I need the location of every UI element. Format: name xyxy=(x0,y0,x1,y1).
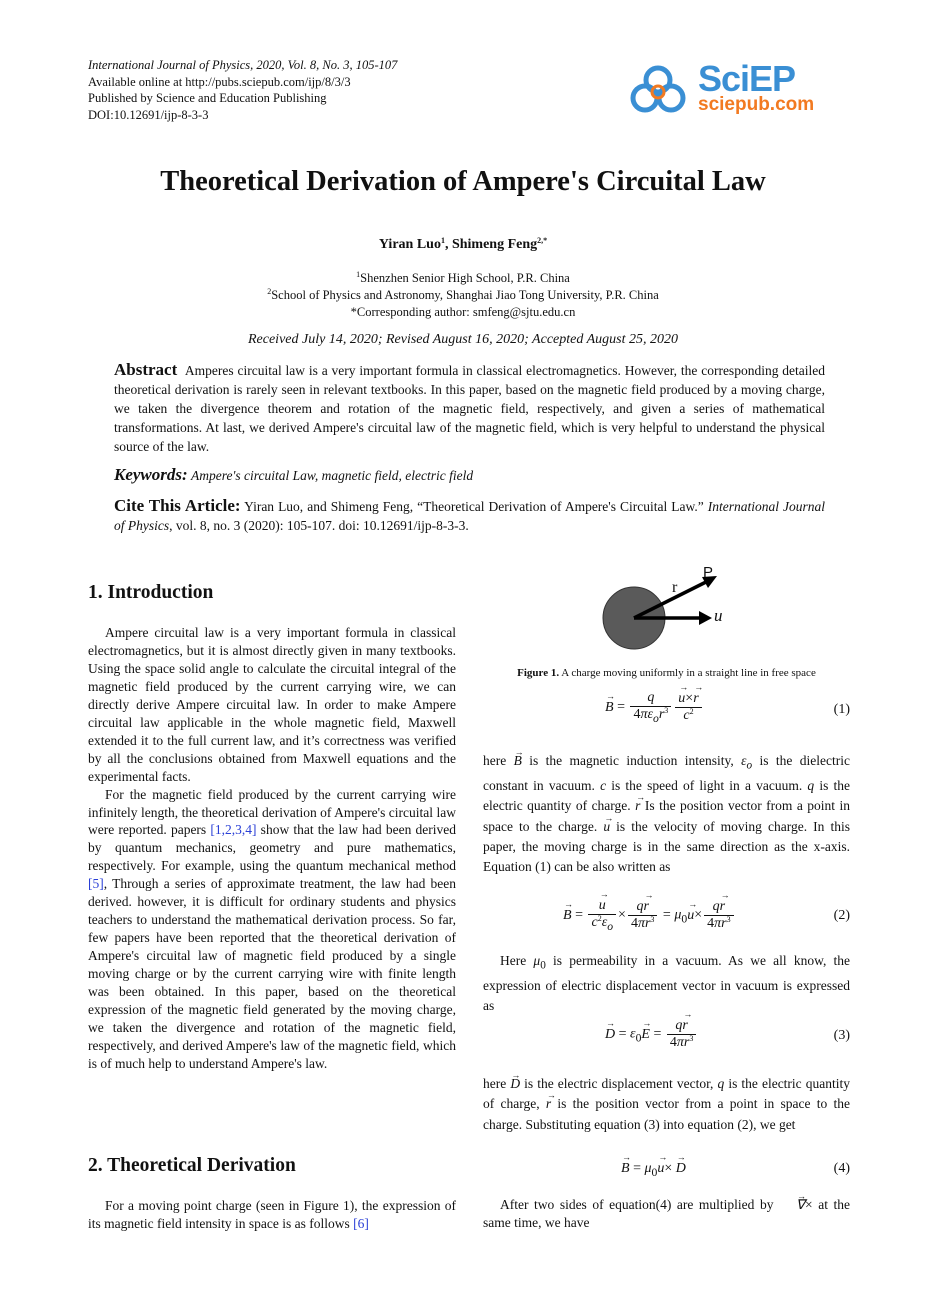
curl-paragraph: After two sides of equation(4) are multiplied by ∇ →× at the same time, we have xyxy=(483,1196,850,1232)
reference-link-1-4[interactable]: [1,2,3,4] xyxy=(210,822,257,838)
text-segment: is the dielectric constant in vacuum. xyxy=(483,753,851,793)
keywords-label: Keywords: xyxy=(114,465,188,484)
text-segment: here xyxy=(483,1076,511,1091)
text-segment: is the velocity of moving charge. In this paper, the moving charge is in the same direction as the x-axis. Equation (1) can be also written as xyxy=(483,818,850,875)
u-arrowhead xyxy=(699,611,712,625)
cite-text-end: , vol. 8, no. 3 (2020): 105-107. doi: 10.12691/ijp-8-3-3. xyxy=(169,518,469,533)
section-heading-introduction: 1. Introduction xyxy=(88,582,214,603)
text-segment: is the magnetic induction intensity, xyxy=(521,753,742,768)
intro-paragraph-1: Ampere circuital law is a very important formula in classical electromagnetics, but it is almost directly given in many textbooks. Using the space solid angle to calculate the circuital integral of the magnetic field produced by the current carrying wire, we can directly derive Ampere circuital law. In order to make Ampere circuital law applicable in the whole magnetic field, Maxwell extended it to the full current law, and it’s correctness was verified by all the conclusions obtained from Maxwell equations and the experimental facts. xyxy=(88,625,456,784)
logo-subtext: sciepub.com xyxy=(698,94,815,115)
affiliation-mark: 1 xyxy=(356,270,361,279)
derivation-paragraph-1 xyxy=(88,1197,456,1233)
cite-this-article xyxy=(114,496,825,535)
affiliation-mark: 2 xyxy=(267,287,272,296)
affiliation-2 xyxy=(0,287,926,304)
availability-line: Available online at http://pubs.sciepub.com/ijp/8/3/3 xyxy=(88,74,351,89)
text-segment: show that the law had been derived by quantum mechanics, geometry and pure mathematics, respectively. For example, using the quantum mechanical method xyxy=(88,822,456,874)
equation-1: B → = $\frac{q}{4\pi\varepsilon_or^3}$ $\frac{u \to\times r \to}{c^2}$ (1) xyxy=(483,690,850,734)
journal-citation: International Journal of Physics, 2020, Vol. 8, No. 3, 105-107 xyxy=(88,58,398,72)
author-list xyxy=(0,237,926,253)
text-segment: is the electric displacement vector, xyxy=(520,1076,718,1091)
text-segment: For the magnetic field produced by the current carrying wire infinitely length, the theoretical derivation of Ampere's circuital law were reported. papers xyxy=(88,786,456,838)
r-label: r xyxy=(672,579,678,596)
figure-caption xyxy=(483,667,850,679)
derivation-body xyxy=(88,1197,456,1233)
keywords-text: Ampere's circuital Law, magnetic field, electric field xyxy=(191,468,474,483)
author-name: Shimeng Feng xyxy=(451,237,538,252)
text-segment: Is the position vector from a point in space to the charge. xyxy=(483,798,851,834)
text-segment: is the speed of light in a vacuum. xyxy=(606,777,808,793)
author-affiliation-mark: 1 xyxy=(440,236,445,245)
u-label: u xyxy=(714,606,723,625)
abstract xyxy=(114,360,825,456)
cite-text: Yiran Luo, and Shimeng Feng, “Theoretical Derivation of Ampere's Circuital Law.” xyxy=(244,499,704,514)
text-segment: is the electric quantity of charge, xyxy=(483,1076,850,1112)
affiliation-text: School of Physics and Astronomy, Shanghai Jiao Tong University, P.R. China xyxy=(271,288,659,302)
publisher-line: Published by Science and Education Publishing xyxy=(88,91,327,105)
abstract-text: Amperes circuital law is a very important formula in classical electromagnetics. However, the corresponding detailed theoretical derivation is rarely seen in relevant textbooks. In this paper, based on the magnetic field produced by a moving charge, we taken the divergence theorem and rotation of the magnetic field, respectively, and given a series of mathematical transformations. At last, we derived Ampere's circuital law of the magnetic field, which is very helpful to understand the physical source of the law. xyxy=(114,363,825,454)
cite-journal: International Journal of Physics xyxy=(114,499,825,533)
section-heading-derivation: 2. Theoretical Derivation xyxy=(88,1155,296,1176)
abstract-label: Abstract xyxy=(114,360,178,379)
reference-link-6[interactable]: [6] xyxy=(353,1215,369,1231)
text-segment: here xyxy=(483,753,514,768)
cite-label: Cite This Article: xyxy=(114,496,241,515)
author-name: Yiran Luo xyxy=(378,237,441,252)
equation-number: (1) xyxy=(833,702,850,717)
equation-number: (3) xyxy=(833,1028,850,1043)
text-segment: is the position vector from a point in space to the charge. Substituting equation (3) into equation (2), we get xyxy=(483,1096,850,1132)
keywords xyxy=(114,465,825,485)
displacement-paragraph: here D → is the electric displacement vector, q is the electric quantity of charge, r → is the position vector from a point in space to the charge. Substituting equation (3) into equation (2), we get xyxy=(483,1074,850,1135)
figure-1 xyxy=(590,566,740,656)
text-segment: is permeability in a vacuum. As we all know, the expression of electric displacement vector in vacuum is expressed as xyxy=(483,953,850,1014)
author-affiliation-mark: 2,* xyxy=(537,236,548,245)
logo-text: SciEP xyxy=(698,58,796,99)
text-segment: at the same time, we have xyxy=(483,1197,850,1230)
p-label: P xyxy=(703,564,714,581)
reference-link-5[interactable]: [5] xyxy=(88,876,104,892)
caption-label: Figure 1. xyxy=(517,667,560,679)
equation-3: D → = $\varepsilon_0E$ → = $\frac{qr \to}{4\pi r^3}$ (3) xyxy=(483,1018,850,1064)
equation-number: (2) xyxy=(833,908,850,923)
text-segment: For a moving point charge (seen in Figure 1), the expression of its magnetic field intensity in space is as follows xyxy=(88,1198,456,1231)
journal-header xyxy=(88,57,397,123)
publication-dates: Received July 14, 2020; Revised August 16, 2020; Accepted August 25, 2020 xyxy=(247,332,678,347)
corresponding-author: *Corresponding author: smfeng@sjtu.edu.cn xyxy=(350,305,576,319)
author-separator: , xyxy=(444,237,452,252)
affiliation-1 xyxy=(0,270,926,287)
equation-2: B → = $\frac{u \to}{c^2\varepsilon_o}$ × $\frac{qr \to}{4\pi r^3}$ = $\mu_0u$ →× $\frac{qr \to}{4\pi r^3}$ (2) xyxy=(483,898,850,944)
logo-emblem-icon xyxy=(628,60,688,120)
equation-number: (4) xyxy=(833,1161,850,1176)
introduction-body xyxy=(88,624,456,1073)
sciep-logo xyxy=(628,60,838,120)
affiliation-text: Shenzhen Senior High School, P.R. China xyxy=(360,271,570,285)
doi-line: DOI:10.12691/ijp-8-3-3 xyxy=(88,107,209,122)
text-segment: is the electric quantity of charge. xyxy=(483,777,850,814)
caption-text: A charge moving uniformly in a straight line in free space xyxy=(559,667,816,679)
text-segment: After two sides of equation(4) are multiplied by xyxy=(500,1197,780,1212)
text-segment: Here xyxy=(500,953,534,968)
intro-paragraph-2 xyxy=(88,786,456,1073)
text-segment: , Through a series of approximate treatment, the law had been derived. however, it is difficult for ordinary students and physics teachers to understand the mathematical derivation process. So far, few papers have been reported that the theoretical derivation of Ampere's circuital law of magnetic field produced by a single moving charge or by the current carrying wire with finite length was been obtained. In this paper, based on the theoretical expression of the magnetic field generated by the moving charge, we taken the divergence and rotation of the magnetic field, respectively, and derived Ampere's law of the magnetic field, which is of much help to understand Ampere's law. xyxy=(88,876,456,1071)
equation-4: B → = $\mu_0u \to\times D$ → (4) xyxy=(483,1161,850,1183)
affiliations xyxy=(0,270,926,321)
permeability-paragraph: Here $\mu_0$ is permeability in a vacuum. As we all know, the expression of electric displacement vector in vacuum is expressed as xyxy=(483,953,850,1014)
equation-1-explanation: here B → is the magnetic induction intensity, $\varepsilon_o$ is the dielectric constant in vacuum. c is the speed of light in a vacuum. q is the electric quantity of charge. r → Is the position vector from a point in space to the charge. u → is the velocity of moving charge. In this paper, the moving charge is in the same direction as the x-axis. Equation (1) can be also written as xyxy=(483,751,850,877)
paper-title: Theoretical Derivation of Ampere's Circuital Law xyxy=(160,166,766,197)
